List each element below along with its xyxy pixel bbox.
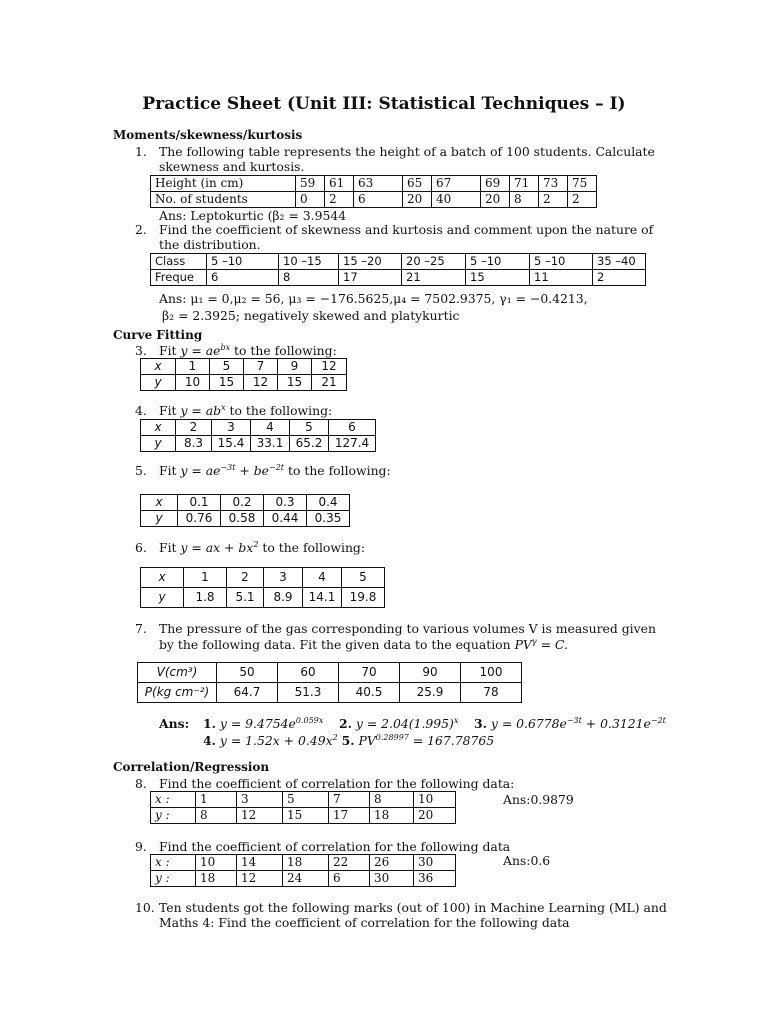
q5-table [140, 494, 350, 527]
table-cell: 70 [339, 663, 400, 683]
table-row [141, 436, 376, 452]
table-cell: 11 [530, 270, 593, 286]
table-cell: x [141, 420, 176, 436]
table-cell: 50 [217, 663, 278, 683]
table-cell: 71 [510, 176, 539, 192]
table-cell: 60 [278, 663, 339, 683]
table-cell: 8 [510, 192, 539, 208]
table-cell: 2 [539, 192, 568, 208]
q10-text-line2: Maths 4: Find the coefficient of correlation for the following data [159, 915, 570, 930]
table-cell: 10 –15 [279, 254, 339, 270]
answer-1-exponent: 0.059x [295, 716, 324, 725]
table-cell: 5 –10 [466, 254, 530, 270]
table-cell: 8 [279, 270, 339, 286]
answer-5-exponent: 0.28997 [375, 733, 409, 742]
table-cell: 15 –20 [339, 254, 402, 270]
table-cell: 1 [196, 792, 237, 808]
table-cell: 20 [403, 192, 432, 208]
section-heading-moments: Moments/skewness/kurtosis [113, 128, 303, 142]
answer-4-exponent: 2 [332, 733, 338, 742]
q1-text-line2: skewness and kurtosis. [159, 159, 305, 174]
answers-line1 [203, 716, 323, 732]
q8-text: Find the coefficient of correlation for the following data: [159, 776, 515, 791]
table-cell: 24 [283, 871, 329, 887]
table-cell: y : [151, 808, 196, 824]
table-row [151, 871, 456, 887]
table-cell: No. of students [151, 192, 296, 208]
answers-line1-b [339, 716, 458, 732]
answer-1: y = 9.4754e [219, 716, 296, 731]
q9-number: 9. [135, 839, 147, 854]
table-cell: 64.7 [217, 683, 278, 703]
table-cell: 100 [461, 663, 522, 683]
table-cell: 12 [237, 871, 283, 887]
q4-number: 4. [135, 403, 147, 418]
q4-equation: y = ab [180, 403, 222, 418]
table-cell: 75 [568, 176, 597, 192]
table-cell: y [141, 375, 176, 391]
q9-text: Find the coefficient of correlation for the following data [159, 839, 511, 854]
table-cell: 36 [414, 871, 456, 887]
table-cell: 30 [414, 855, 456, 871]
q4-text [159, 403, 332, 419]
q6-exponent: 2 [253, 540, 259, 549]
q4-prefix: Fit [159, 403, 181, 418]
table-row [138, 663, 522, 683]
q5-text [159, 463, 391, 479]
q10-text-line1: Ten students got the following marks (out of 100) in Machine Learning (ML) and [159, 900, 667, 915]
table-row [141, 420, 376, 436]
table-cell: 12 [237, 808, 283, 824]
table-row [151, 254, 646, 270]
table-cell: 35 –40 [593, 254, 646, 270]
table-cell: 3 [237, 792, 283, 808]
q10-number: 10. [135, 900, 155, 915]
table-cell: 1 [184, 568, 227, 588]
answer-3-a: y = 0.6778e [490, 716, 567, 731]
table-cell: 2 [568, 192, 597, 208]
table-cell: x [141, 568, 184, 588]
q1-number: 1. [135, 144, 147, 159]
q2-text-line1: Find the coefficient of skewness and kurtosis and comment upon the nature of [159, 222, 654, 237]
table-cell: 8.9 [264, 588, 303, 608]
table-cell: 65 [403, 176, 432, 192]
table-cell: 30 [370, 871, 414, 887]
q7-text-line2 [159, 637, 568, 653]
table-cell: 6 [329, 420, 376, 436]
q6-equation: y = ax + bx [180, 540, 254, 555]
table-cell: 5 –10 [207, 254, 279, 270]
table-cell: 4 [303, 568, 342, 588]
q1-text-line1: The following table represents the height of a batch of 100 students. Calculate [159, 144, 655, 159]
q2-table [150, 253, 646, 286]
table-cell: 6 [207, 270, 279, 286]
table-cell: 10 [176, 375, 210, 391]
table-cell: x : [151, 792, 196, 808]
q8-number: 8. [135, 776, 147, 791]
q3-prefix: Fit [159, 343, 181, 358]
q9-answer: Ans:0.6 [503, 853, 551, 868]
table-cell: 78 [461, 683, 522, 703]
answer-4-number: 4. [203, 733, 216, 748]
table-cell: 40 [432, 192, 481, 208]
q7-equation: PV [514, 637, 532, 652]
table-cell: 5 [342, 568, 385, 588]
table-cell: 1.8 [184, 588, 227, 608]
table-cell: 0.76 [178, 511, 221, 527]
q5-equation-a: y = ae [180, 463, 221, 478]
q3-text [159, 343, 337, 359]
table-cell: 40.5 [339, 683, 400, 703]
table-cell: 15 [466, 270, 530, 286]
table-cell: Class [151, 254, 207, 270]
table-cell: 0 [296, 192, 325, 208]
q7-equation-end: = C. [536, 637, 568, 652]
answer-3-number: 3. [474, 716, 487, 731]
table-cell: 2 [176, 420, 212, 436]
q5-number: 5. [135, 463, 147, 478]
q2-answer-line1: Ans: μ₁ = 0,μ₂ = 56, μ₃ = −176.5625,μ₄ = 7502.9375, γ₁ = −0.4213, [159, 291, 588, 306]
table-row [141, 359, 347, 375]
table-cell: 127.4 [329, 436, 376, 452]
answer-3-exponent-b: −2t [650, 716, 666, 725]
table-cell: 65.2 [290, 436, 329, 452]
table-cell: 15 [278, 375, 312, 391]
answer-2-number: 2. [339, 716, 352, 731]
table-cell: 17 [329, 808, 370, 824]
q3-table [140, 358, 347, 391]
section-heading-curve-fitting: Curve Fitting [113, 328, 203, 342]
table-cell: 0.3 [264, 495, 307, 511]
table-cell: 4 [251, 420, 290, 436]
table-cell: 18 [196, 871, 237, 887]
q9-table [150, 854, 456, 887]
table-cell: 5 [210, 359, 244, 375]
page-title: Practice Sheet (Unit III: Statistical Techniques – I) [142, 94, 626, 114]
table-cell: 33.1 [251, 436, 290, 452]
table-cell: 12 [244, 375, 278, 391]
table-cell: 73 [539, 176, 568, 192]
q8-table [150, 791, 456, 824]
q3-number: 3. [135, 343, 147, 358]
answer-5-end: = 167.78765 [408, 733, 495, 748]
table-cell: 5 [283, 792, 329, 808]
table-cell: 2 [593, 270, 646, 286]
table-cell: 26 [370, 855, 414, 871]
table-cell: 67 [432, 176, 481, 192]
table-cell: 20 [481, 192, 510, 208]
q6-suffix: to the following: [258, 540, 366, 555]
table-cell: 61 [325, 176, 354, 192]
table-cell: x [141, 359, 176, 375]
table-cell: 18 [283, 855, 329, 871]
table-row [151, 270, 646, 286]
table-cell: 2 [227, 568, 264, 588]
table-cell: 5 –10 [530, 254, 593, 270]
table-cell: 90 [400, 663, 461, 683]
answer-5-number: 5. [341, 733, 355, 748]
q6-text [159, 540, 365, 556]
q7-text-line2-body: by the following data. Fit the given data to the equation [159, 637, 515, 652]
q5-equation-b: + be [235, 463, 270, 478]
table-cell: 22 [329, 855, 370, 871]
table-cell: 0.44 [264, 511, 307, 527]
answer-3-exponent-a: −3t [566, 716, 582, 725]
q3-suffix: to the following: [230, 343, 337, 358]
table-cell: y [141, 511, 178, 527]
answer-2-exponent: x [453, 716, 459, 725]
q4-exponent: x [221, 403, 226, 412]
table-cell: 19.8 [342, 588, 385, 608]
table-cell: 0.2 [221, 495, 264, 511]
table-row [141, 495, 350, 511]
q5-exponent-a: −3t [220, 463, 236, 472]
table-cell: x : [151, 855, 196, 871]
q7-text-line1: The pressure of the gas corresponding to various volumes V is measured given [159, 621, 656, 636]
q7-number: 7. [135, 621, 147, 636]
answer-1-number: 1. [203, 716, 216, 731]
table-cell: 7 [329, 792, 370, 808]
table-cell: 59 [296, 176, 325, 192]
table-cell: 3 [212, 420, 251, 436]
answer-3-b: + 0.3121e [581, 716, 651, 731]
answer-5: PV [358, 733, 376, 748]
table-cell: 0.35 [307, 511, 350, 527]
q8-answer: Ans:0.9879 [503, 792, 574, 807]
table-cell: 7 [244, 359, 278, 375]
q7-table [137, 662, 522, 703]
table-cell: 14 [237, 855, 283, 871]
table-cell: 5 [290, 420, 329, 436]
table-row [141, 588, 385, 608]
table-cell: 69 [481, 176, 510, 192]
table-cell: 8.3 [176, 436, 212, 452]
table-cell: y [141, 588, 184, 608]
table-cell: 6 [329, 871, 370, 887]
q4-table [140, 419, 376, 452]
table-cell: 20 [414, 808, 456, 824]
table-cell: 63 [354, 176, 403, 192]
table-cell: 21 [312, 375, 347, 391]
q6-prefix: Fit [159, 540, 181, 555]
table-row [151, 855, 456, 871]
table-cell: 51.3 [278, 683, 339, 703]
table-cell: 3 [264, 568, 303, 588]
table-cell: Height (in cm) [151, 176, 296, 192]
table-row [151, 808, 456, 824]
table-cell: 0.58 [221, 511, 264, 527]
table-cell: 25.9 [400, 683, 461, 703]
table-cell: 2 [325, 192, 354, 208]
table-cell: 0.4 [307, 495, 350, 511]
table-cell: 17 [339, 270, 402, 286]
table-cell: y [141, 436, 176, 452]
q2-text-line2: the distribution. [159, 237, 261, 252]
table-cell: 21 [402, 270, 466, 286]
table-row [151, 192, 597, 208]
q1-answer: Ans: Leptokurtic (β₂ = 3.9544 [159, 208, 347, 223]
q3-equation: y = ae [180, 343, 221, 358]
q3-exponent: bx [220, 343, 231, 352]
table-cell: P(kg cm⁻²) [138, 683, 217, 703]
table-cell: 15 [210, 375, 244, 391]
section-heading-correlation: Correlation/Regression [113, 760, 270, 774]
q7-exponent: γ [531, 637, 537, 646]
table-row [151, 176, 597, 192]
q2-answer-line2: β₂ = 2.3925; negatively skewed and platykurtic [162, 308, 460, 323]
table-cell: 5.1 [227, 588, 264, 608]
q2-number: 2. [135, 222, 147, 237]
table-cell: 6 [354, 192, 403, 208]
answer-4: y = 1.52x + 0.49x [219, 733, 333, 748]
table-cell: 1 [176, 359, 210, 375]
q5-prefix: Fit [159, 463, 181, 478]
q5-suffix: to the following: [284, 463, 391, 478]
answers-line2 [203, 733, 494, 749]
table-row [138, 683, 522, 703]
table-cell: 14.1 [303, 588, 342, 608]
table-row [141, 511, 350, 527]
table-cell: 20 –25 [402, 254, 466, 270]
table-cell: V(cm³) [138, 663, 217, 683]
table-cell: 12 [312, 359, 347, 375]
table-cell: y : [151, 871, 196, 887]
answers-line1-c [474, 716, 666, 732]
q4-suffix: to the following: [225, 403, 333, 418]
table-cell: 9 [278, 359, 312, 375]
table-cell: x [141, 495, 178, 511]
table-cell: 15 [283, 808, 329, 824]
table-cell: Freque [151, 270, 207, 286]
table-cell: 10 [196, 855, 237, 871]
answers-label: Ans: [159, 716, 190, 731]
q6-number: 6. [135, 540, 147, 555]
table-cell: 8 [370, 792, 414, 808]
table-cell: 15.4 [212, 436, 251, 452]
table-row [141, 568, 385, 588]
answer-2: y = 2.04(1.995) [355, 716, 454, 731]
q5-exponent-b: −2t [269, 463, 285, 472]
q6-table [140, 567, 385, 608]
table-cell: 0.1 [178, 495, 221, 511]
table-cell: 8 [196, 808, 237, 824]
table-cell: 10 [414, 792, 456, 808]
table-row [151, 792, 456, 808]
q1-table [150, 175, 597, 208]
table-row [141, 375, 347, 391]
table-cell: 18 [370, 808, 414, 824]
